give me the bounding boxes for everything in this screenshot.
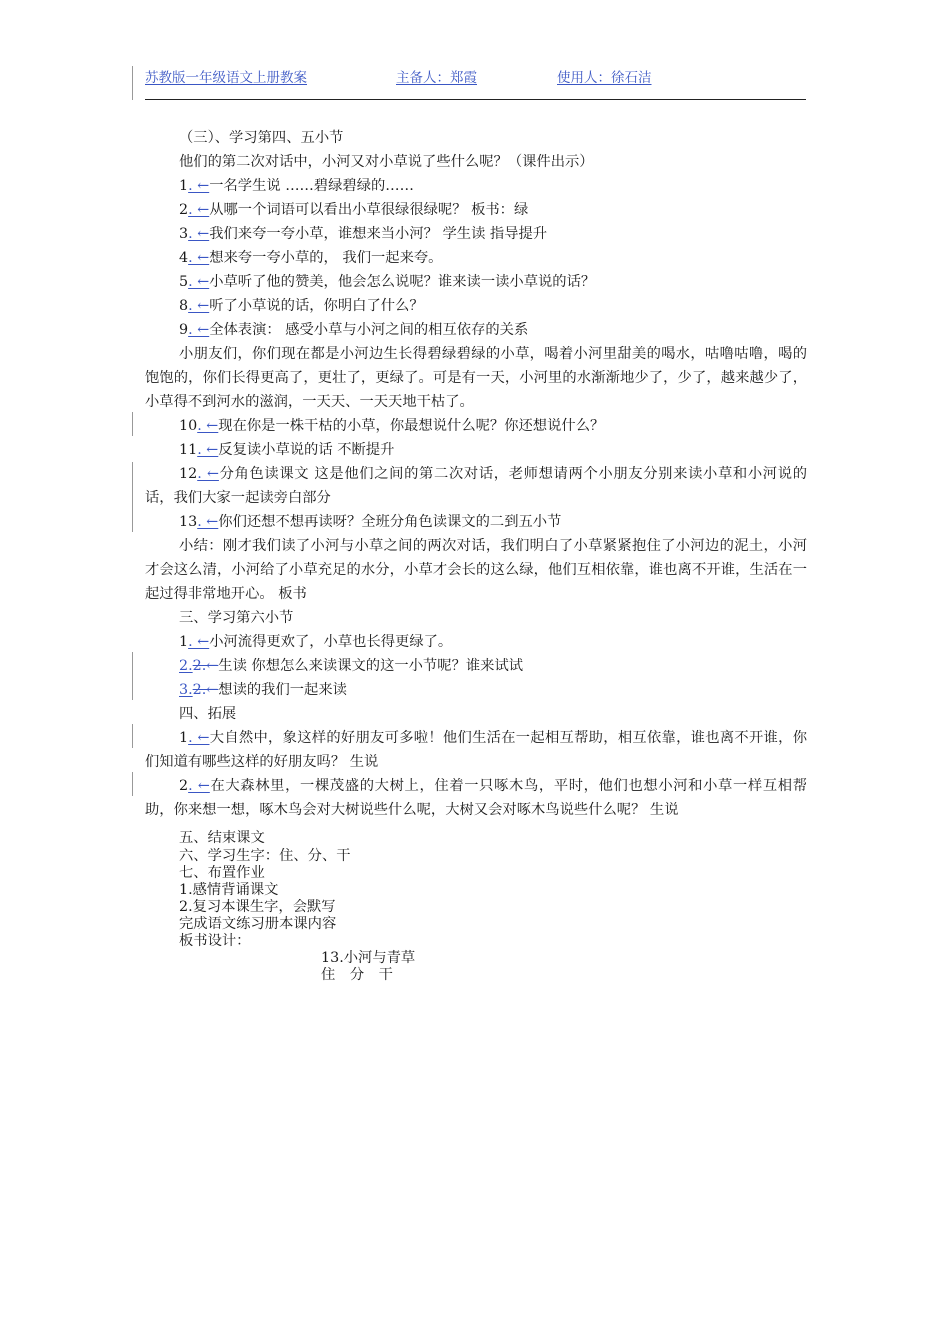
- board-title: 13.小河与青草: [321, 950, 416, 966]
- list-item: 1. ←大自然中，象这样的好朋友可多啦！他们生活在一起相互帮助，相互依靠，谁也离不开谁，你们知道有哪些这样的好朋友吗？ 生说: [145, 730, 807, 770]
- header-rule: [145, 99, 806, 100]
- section-title: 六、学习生字：住、分、干: [179, 848, 351, 864]
- revision-bar: [132, 652, 133, 700]
- homework-item: 1.感情背诵课文: [179, 882, 279, 898]
- summary-paragraph: 小结：刚才我们读了小河与小草之间的两次对话，我们明白了小草紧紧抱住了小河边的泥土，小河才会这么清，小河给了小草充足的水分，小草才会长的这么绿，他们互相依靠，谁也离不开谁，生活在一起过得非常地开心。 板书: [145, 538, 807, 602]
- section-title: 四、拓展: [179, 706, 237, 722]
- list-item: 2. ←从哪一个词语可以看出小草很绿很绿呢？ 板书：绿: [179, 202, 529, 218]
- revision-bar: [132, 772, 133, 796]
- list-item: 10. ←现在你是一株干枯的小草，你最想说什么呢？你还想说什么？: [179, 418, 605, 434]
- revision-bar: [132, 66, 133, 100]
- list-item: 1. ←一名学生说 ……碧绿碧绿的……: [179, 178, 414, 194]
- section-title: 七、布置作业: [179, 865, 265, 881]
- board-characters: 住 分 干: [321, 967, 393, 983]
- section-title: （三）、学习第四、五小节: [179, 130, 344, 146]
- list-item: 4. ←想来夸一夸小草的， 我们一起来夸。: [179, 250, 443, 266]
- list-item: 3.2.←想读的我们一起来读: [179, 682, 347, 698]
- section-intro: 他们的第二次对话中，小河又对小草说了些什么呢？（课件出示）: [179, 154, 594, 170]
- list-item: 13. ←你们还想不想再读呀？全班分角色读课文的二到五小节: [179, 514, 562, 530]
- list-item: 5. ←小草听了他的赞美，他会怎么说呢？谁来读一读小草说的话？: [179, 274, 596, 290]
- list-item: 9. ←全体表演： 感受小草与小河之间的相互依存的关系: [179, 322, 529, 338]
- narrative-paragraph: 小朋友们，你们现在都是小河边生长得碧绿碧绿的小草，喝着小河里甜美的喝水，咕噜咕噜，喝的饱饱的，你们长得更高了，更壮了，更绿了。可是有一天，小河里的水渐渐地少了，少了，越来越少了，小草得不到河水的滋润，一天天、一天天地干枯了。: [145, 346, 807, 410]
- list-item: 2. ←在大森林里，一棵茂盛的大树上，住着一只啄木鸟，平时，他们也想小河和小草一样互相帮助，你来想一想，啄木鸟会对大树说些什么呢，大树又会对啄木鸟说些什么呢？ 生说: [145, 778, 807, 818]
- document-body: [145, 126, 807, 984]
- header-user: 使用人：徐石洁: [557, 70, 652, 86]
- revision-bar: [132, 412, 133, 436]
- header-preparer: 主备人：郑霞: [396, 70, 477, 86]
- list-item: 3. ←我们来夸一夸小草，谁想来当小河？ 学生读 指导提升: [179, 226, 548, 242]
- list-item: 2.2.←生读 你想怎么来读课文的这一小节呢？谁来试试: [179, 658, 524, 674]
- list-item: 1. ←小河流得更欢了，小草也长得更绿了。: [179, 634, 453, 650]
- list-item: 8. ←听了小草说的话，你明白了什么？: [179, 298, 424, 314]
- list-item: 12. ←分角色读课文 这是他们之间的第二次对话，老师想请两个小朋友分别来读小草和小河说的话，我们大家一起读旁白部分: [145, 466, 807, 506]
- section-title: 三、学习第六小节: [179, 610, 294, 626]
- section-title: 五、结束课文: [179, 830, 265, 846]
- revision-bar: [132, 508, 133, 532]
- header-course: 苏教版一年级语文上册教案: [145, 70, 307, 86]
- list-item: 11. ←反复读小草说的话 不断提升: [179, 442, 395, 458]
- board-label: 板书设计：: [179, 933, 251, 949]
- revision-bar: [132, 462, 133, 508]
- revision-bar: [132, 724, 133, 748]
- homework-item: 2.复习本课生字，会默写: [179, 899, 336, 915]
- homework-item: 完成语文练习册本课内容: [179, 916, 337, 932]
